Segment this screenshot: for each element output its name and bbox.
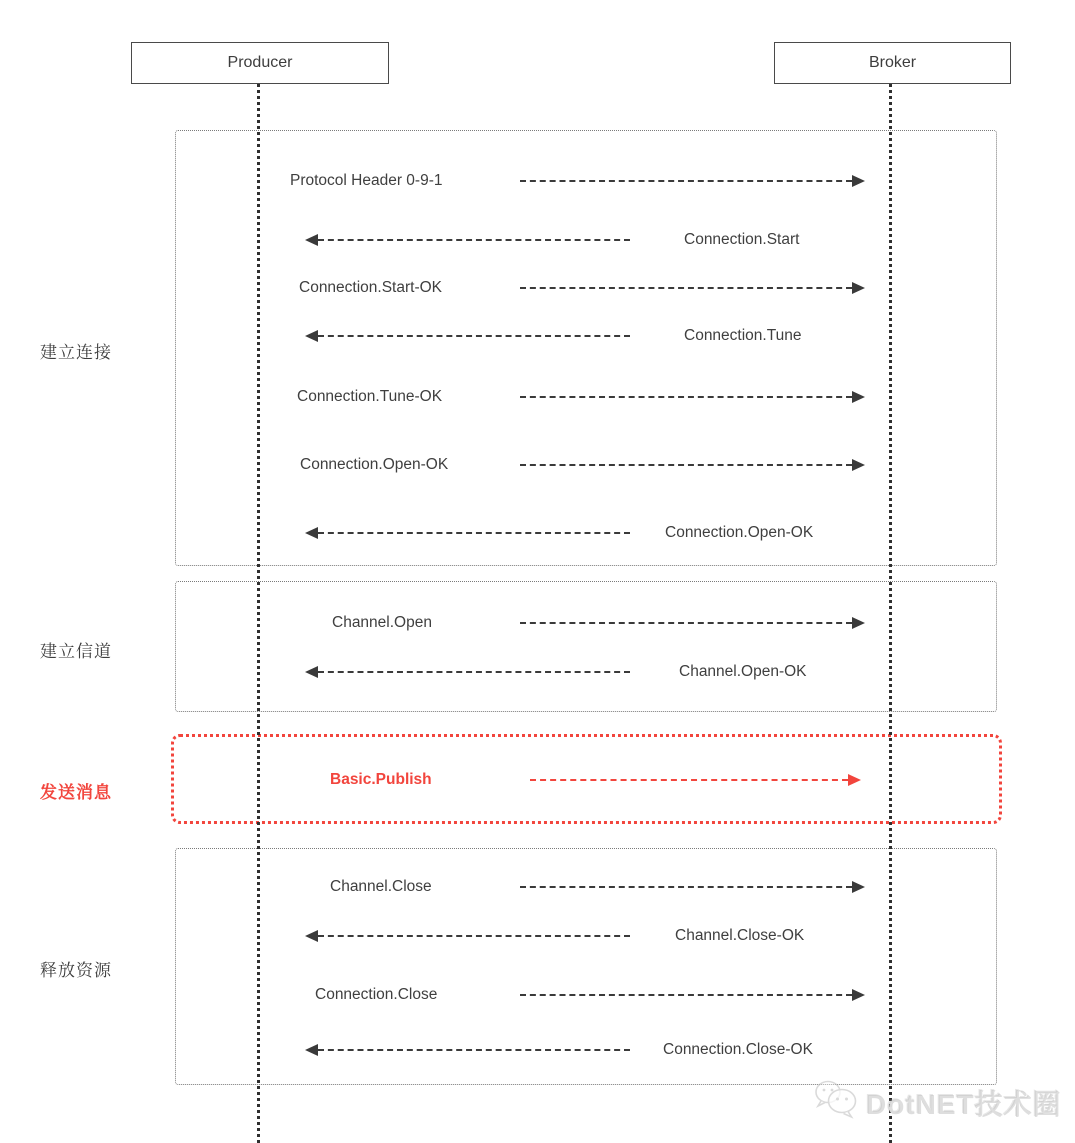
section-label-establish-connection: 建立连接 xyxy=(40,343,112,362)
message-label: Channel.Open xyxy=(332,614,432,631)
message-label: Connection.Open-OK xyxy=(300,456,449,473)
arrow-right-icon xyxy=(520,994,852,996)
arrow-left-icon xyxy=(318,239,630,241)
message-label: Connection.Start-OK xyxy=(299,279,443,296)
actor-producer-label: Producer xyxy=(227,54,293,71)
arrow-left-icon xyxy=(318,532,630,534)
arrow-left-icon xyxy=(318,1049,630,1051)
arrow-right-icon xyxy=(520,180,852,182)
watermark xyxy=(812,1078,1062,1127)
actor-broker-label: Broker xyxy=(868,54,917,71)
section-label-establish-channel: 建立信道 xyxy=(40,642,112,661)
actor-box-broker xyxy=(774,42,1011,84)
message-label: Channel.Open-OK xyxy=(679,663,807,680)
arrow-right-red-icon xyxy=(530,779,848,781)
arrow-left-icon xyxy=(318,935,630,937)
message-label-basic-publish: Basic.Publish xyxy=(330,771,432,788)
section-frame-establish-connection xyxy=(175,130,997,566)
arrow-right-icon xyxy=(520,622,852,624)
message-label: Protocol Header 0-9-1 xyxy=(290,172,443,189)
message-label: Connection.Open-OK xyxy=(665,524,814,541)
arrow-right-icon xyxy=(520,396,852,398)
message-label: Connection.Start xyxy=(684,231,800,248)
arrow-right-icon xyxy=(520,886,852,888)
message-label: Connection.Tune xyxy=(684,327,802,344)
broker-lifeline xyxy=(889,84,892,1143)
producer-lifeline xyxy=(257,84,260,1143)
arrow-right-icon xyxy=(520,287,852,289)
arrow-left-icon xyxy=(318,335,630,337)
arrow-left-icon xyxy=(318,671,630,673)
arrow-right-icon xyxy=(520,464,852,466)
message-label: Connection.Close-OK xyxy=(663,1041,813,1058)
section-label-send-message: 发送消息 xyxy=(40,783,112,802)
message-label: Channel.Close-OK xyxy=(675,927,805,944)
section-frame-establish-channel xyxy=(175,581,997,712)
watermark-text: DotNET技术圈 xyxy=(866,1088,1062,1120)
section-label-release-resources: 释放资源 xyxy=(40,961,112,980)
message-label: Connection.Tune-OK xyxy=(297,388,443,405)
message-label: Connection.Close xyxy=(315,986,438,1003)
wechat-icon xyxy=(812,1078,860,1127)
actor-box-producer xyxy=(131,42,389,84)
message-label: Channel.Close xyxy=(330,878,432,895)
